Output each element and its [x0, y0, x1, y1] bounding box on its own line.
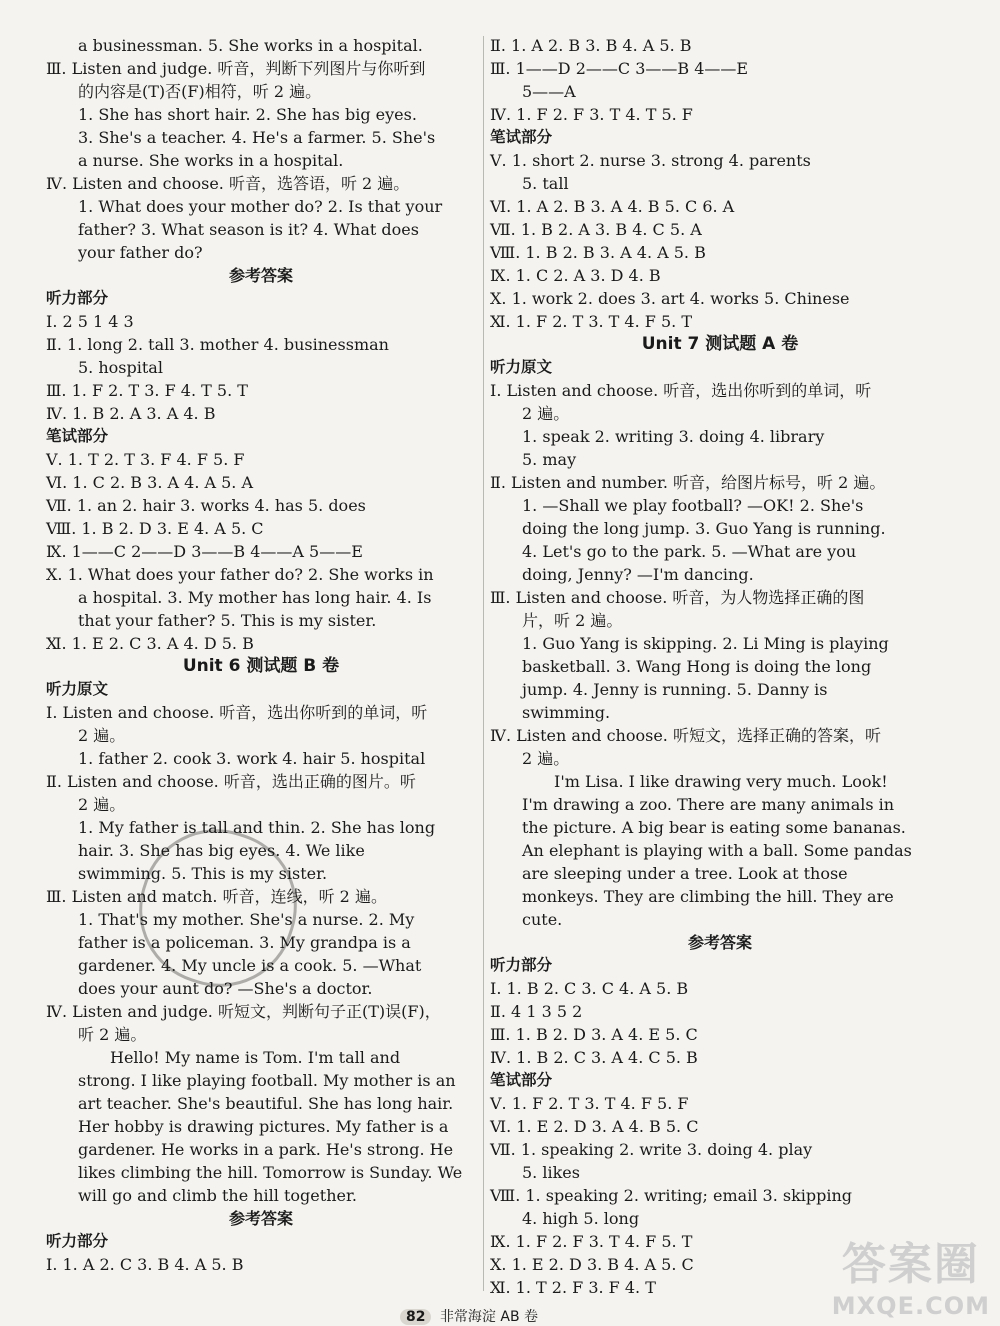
text-line: 2 遍。: [78, 726, 126, 745]
section-heading: 听力部分: [46, 289, 109, 307]
text-line: Ⅺ. 1. T 2. F 3. F 4. T: [490, 1278, 656, 1297]
text-line: doing the long jump. 3. Guo Yang is running.: [522, 519, 886, 538]
text-line: hair. 3. She has big eyes. 4. We like: [78, 841, 365, 860]
text-line: father is a policeman. 3. My grandpa is a: [78, 933, 411, 952]
text-line: swimming.: [522, 703, 611, 722]
text-line: Ⅷ. 1. speaking 2. writing; email 3. skipping: [490, 1186, 853, 1205]
text-line: 1. What does your mother do? 2. Is that your: [78, 197, 443, 216]
text-line: Ⅲ. Listen and judge. 听音，判断下列图片与你听到: [46, 59, 426, 78]
text-line: a nurse. She works in a hospital.: [78, 151, 344, 170]
text-line: that your father? 5. This is my sister.: [78, 611, 377, 630]
text-line: Her hobby is drawing pictures. My father is a: [78, 1117, 449, 1136]
site-watermark: [832, 1228, 990, 1320]
left-column: [46, 34, 476, 1276]
text-line: doing, Jenny? —I'm dancing.: [522, 565, 754, 584]
text-line: Ⅸ. 1. C 2. A 3. D 4. B: [490, 266, 661, 285]
text-line: I'm Lisa. I like drawing very much. Look!: [554, 772, 888, 791]
text-line: Ⅹ. 1. work 2. does 3. art 4. works 5. Chinese: [490, 289, 850, 308]
text-line: 1. speak 2. writing 3. doing 4. library: [522, 427, 825, 446]
text-line: Hello! My name is Tom. I'm tall and: [110, 1048, 401, 1067]
text-line: Ⅹ. 1. What does your father do? 2. She works in: [46, 565, 434, 584]
text-line: Ⅵ. 1. A 2. B 3. A 4. B 5. C 6. A: [490, 197, 735, 216]
watermark-logo-text: 答案圈: [841, 1239, 980, 1290]
text-line: Ⅳ. Listen and choose. 听音，选答语，听 2 遍。: [46, 174, 410, 193]
text-line: Ⅱ. 1. long 2. tall 3. mother 4. businessman: [46, 335, 389, 354]
text-line: 片，听 2 遍。: [522, 611, 623, 630]
text-line: Ⅰ. Listen and choose. 听音，选出你听到的单词，听: [490, 381, 872, 400]
page-number: 82: [400, 1309, 431, 1325]
section-heading: 笔试部分: [490, 128, 553, 146]
text-line: Ⅱ. Listen and number. 听音，给图片标号，听 2 遍。: [490, 473, 886, 492]
text-line: Ⅲ. 1. F 2. T 3. F 4. T 5. T: [46, 381, 248, 400]
text-line: art teacher. She's beautiful. She has long hair.: [78, 1094, 454, 1113]
centered-heading: Unit 7 测试题 A 卷: [641, 334, 799, 354]
text-line: 2 遍。: [78, 795, 126, 814]
text-line: Ⅴ. 1. T 2. T 3. F 4. F 5. F: [46, 450, 245, 469]
text-line: 1. She has short hair. 2. She has big eyes.: [78, 105, 417, 124]
text-line: 5. tall: [522, 174, 569, 193]
text-line: Ⅰ. 2 5 1 4 3: [46, 312, 134, 331]
book-title: 非常海淀 AB 卷: [439, 1309, 539, 1325]
text-line: Ⅶ. 1. B 2. A 3. B 4. C 5. A: [490, 220, 702, 239]
text-line: Ⅷ. 1. B 2. B 3. A 4. A 5. B: [490, 243, 706, 262]
page-footer: [400, 1306, 538, 1326]
text-line: Ⅲ. Listen and match. 听音，连线，听 2 遍。: [46, 887, 387, 906]
text-line: I'm drawing a zoo. There are many animals in: [522, 795, 895, 814]
text-line: monkeys. They are climbing the hill. They are: [522, 887, 894, 906]
text-line: 5——A: [522, 82, 576, 101]
text-line: does your aunt do? —She's a doctor.: [78, 979, 373, 998]
text-line: 2 遍。: [522, 749, 570, 768]
text-line: Ⅲ. 1. B 2. D 3. A 4. E 5. C: [490, 1025, 698, 1044]
text-line: Ⅲ. 1——D 2——C 3——B 4——E: [490, 59, 749, 78]
section-heading: 听力部分: [46, 1232, 109, 1250]
text-line: Ⅶ. 1. an 2. hair 3. works 4. has 5. does: [46, 496, 366, 515]
text-line: Ⅲ. Listen and choose. 听音，为人物选择正确的图: [490, 588, 865, 607]
text-line: swimming. 5. This is my sister.: [78, 864, 328, 883]
text-line: 1. That's my mother. She's a nurse. 2. My: [78, 910, 415, 929]
text-line: 5. hospital: [78, 358, 163, 377]
section-heading: 听力部分: [490, 956, 553, 974]
text-line: Ⅱ. 4 1 3 5 2: [490, 1002, 583, 1021]
text-line: Ⅶ. 1. speaking 2. write 3. doing 4. play: [490, 1140, 813, 1159]
text-line: Ⅰ. Listen and choose. 听音，选出你听到的单词，听: [46, 703, 428, 722]
centered-heading: 参考答案: [687, 933, 752, 952]
text-line: cute.: [522, 910, 563, 929]
text-line: Ⅸ. 1. F 2. F 3. T 4. F 5. T: [490, 1232, 693, 1251]
section-heading: 听力原文: [490, 358, 553, 376]
text-line: Ⅱ. Listen and choose. 听音，选出正确的图片。听: [46, 772, 416, 791]
column-divider: [483, 36, 484, 1291]
text-line: 1. My father is tall and thin. 2. She has long: [78, 818, 436, 837]
text-line: Ⅳ. 1. B 2. C 3. A 4. C 5. B: [490, 1048, 698, 1067]
text-line: 1. —Shall we play football? —OK! 2. She's: [522, 496, 864, 515]
text-line: father? 3. What season is it? 4. What does: [78, 220, 419, 239]
text-line: 2 遍。: [522, 404, 570, 423]
text-line: Ⅰ. 1. B 2. C 3. C 4. A 5. B: [490, 979, 689, 998]
text-line: 4. high 5. long: [522, 1209, 640, 1228]
text-line: An elephant is playing with a ball. Some pandas: [522, 841, 912, 860]
text-line: Ⅱ. 1. A 2. B 3. B 4. A 5. B: [490, 36, 692, 55]
text-line: strong. I like playing football. My mother is an: [78, 1071, 456, 1090]
text-line: your father do?: [78, 243, 203, 262]
text-line: 5. may: [522, 450, 577, 469]
text-line: Ⅹ. 1. E 2. D 3. B 4. A 5. C: [490, 1255, 694, 1274]
text-line: 3. She's a teacher. 4. He's a farmer. 5. She's: [78, 128, 436, 147]
text-line: jump. 4. Jenny is running. 5. Danny is: [522, 680, 828, 699]
text-line: 的内容是(T)否(F)相符，听 2 遍。: [78, 82, 322, 101]
right-column: [490, 34, 950, 1299]
text-line: 1. Guo Yang is skipping. 2. Li Ming is playing: [522, 634, 889, 653]
text-line: Ⅳ. Listen and judge. 听短文，判断句子正(T)误(F)，: [46, 1002, 441, 1021]
text-line: Ⅳ. Listen and choose. 听短文，选择正确的答案，听: [490, 726, 881, 745]
text-line: the picture. A big bear is eating some bananas.: [522, 818, 906, 837]
text-line: 4. Let's go to the park. 5. —What are you: [522, 542, 857, 561]
text-line: 5. likes: [522, 1163, 580, 1182]
text-line: Ⅰ. 1. A 2. C 3. B 4. A 5. B: [46, 1255, 244, 1274]
text-line: Ⅺ. 1. E 2. C 3. A 4. D 5. B: [46, 634, 254, 653]
text-line: Ⅳ. 1. B 2. A 3. A 4. B: [46, 404, 216, 423]
section-heading: 听力原文: [46, 680, 109, 698]
text-line: Ⅵ. 1. C 2. B 3. A 4. A 5. A: [46, 473, 254, 492]
text-line: Ⅴ. 1. short 2. nurse 3. strong 4. parents: [490, 151, 811, 170]
centered-heading: 参考答案: [228, 1209, 293, 1228]
text-line: gardener. He works in a park. He's strong. He: [78, 1140, 454, 1159]
text-line: will go and climb the hill together.: [78, 1186, 357, 1205]
watermark-url: MXQE.COM: [831, 1292, 990, 1320]
text-line: are sleeping under a tree. Look at those: [522, 864, 848, 883]
text-line: a hospital. 3. My mother has long hair. 4. Is: [78, 588, 432, 607]
section-heading: 笔试部分: [46, 427, 109, 445]
text-line: likes climbing the hill. Tomorrow is Sunday. We: [78, 1163, 463, 1182]
text-line: Ⅳ. 1. F 2. F 3. T 4. T 5. F: [490, 105, 693, 124]
section-heading: 笔试部分: [490, 1071, 553, 1089]
text-line: basketball. 3. Wang Hong is doing the long: [522, 657, 872, 676]
text-line: a businessman. 5. She works in a hospital.: [78, 36, 423, 55]
text-line: gardener. 4. My uncle is a cook. 5. —What: [78, 956, 422, 975]
text-line: Ⅺ. 1. F 2. T 3. T 4. F 5. T: [490, 312, 692, 331]
text-line: Ⅵ. 1. E 2. D 3. A 4. B 5. C: [490, 1117, 699, 1136]
centered-heading: Unit 6 测试题 B 卷: [182, 656, 340, 676]
centered-heading: 参考答案: [228, 266, 293, 285]
text-line: Ⅴ. 1. F 2. T 3. T 4. F 5. F: [490, 1094, 689, 1113]
text-line: Ⅸ. 1——C 2——D 3——B 4——A 5——E: [46, 542, 363, 561]
text-line: 1. father 2. cook 3. work 4. hair 5. hospital: [78, 749, 426, 768]
text-line: 听 2 遍。: [78, 1025, 147, 1044]
text-line: Ⅷ. 1. B 2. D 3. E 4. A 5. C: [46, 519, 264, 538]
